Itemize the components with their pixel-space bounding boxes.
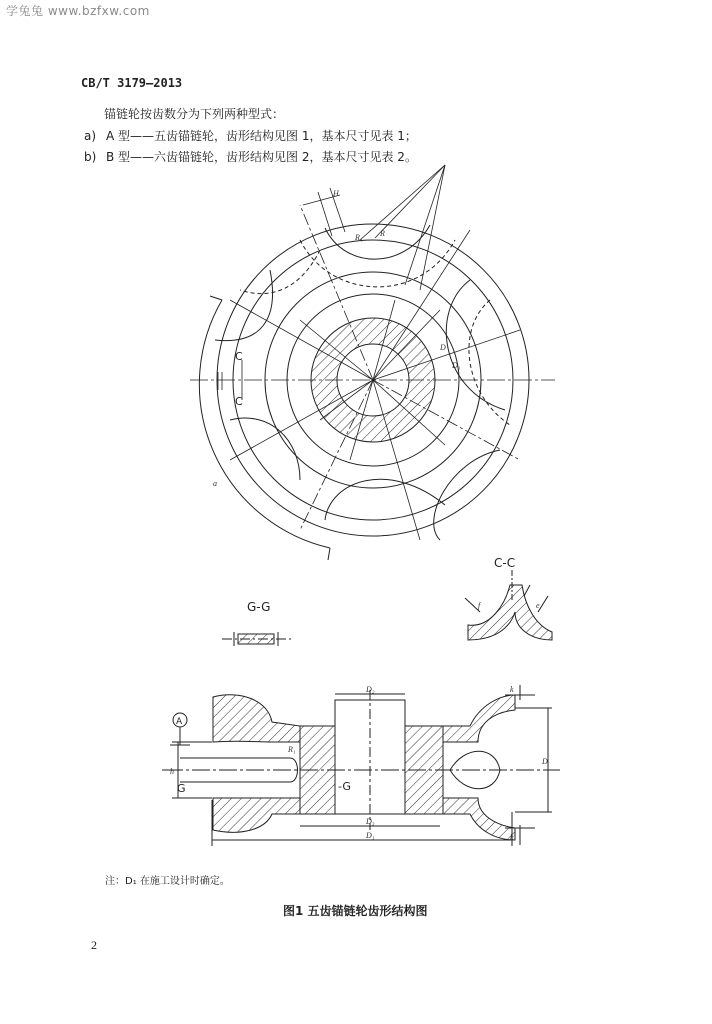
longitudinal-section [162, 685, 560, 846]
label-outer-diameter: D₁ [366, 831, 375, 840]
datum-label: A [176, 717, 183, 727]
label-e: e [536, 601, 540, 610]
label-r-small: R₁ [288, 745, 296, 754]
cut-label-c-lower: C [235, 395, 243, 408]
section-g-g-view [222, 632, 292, 646]
list-item-text: B 型——六齿锚链轮，齿形结构见图 2，基本尺寸见表 2。 [106, 150, 417, 164]
page-number: 2 [91, 938, 97, 952]
label-d1: D₁ [452, 361, 461, 370]
label-k-bottom: k [510, 833, 514, 842]
label-hub-diameter: D₂ [366, 685, 375, 694]
outer-arc [199, 300, 330, 548]
label-k-top: k [510, 685, 514, 694]
list-item-text: A 型——五齿锚链轮，齿形结构见图 1，基本尺寸见表 1； [106, 129, 417, 143]
intro-paragraph: 锚链轮按齿数分为下列两种型式： [104, 107, 285, 121]
label-a: a [213, 479, 217, 488]
standard-code: CB/T 3179—2013 [81, 76, 183, 90]
cut-label-c-upper: C [235, 350, 243, 363]
label-h: H [333, 189, 339, 198]
cut-label-g-left: G [177, 782, 186, 795]
figure-caption: 图1 五齿锚链轮齿形结构图 [283, 904, 428, 918]
label-r: R [380, 229, 385, 238]
label-d-right: D [542, 757, 548, 766]
label-bore-diameter: D₃ [366, 817, 375, 826]
section-c-c-title: C-C [494, 556, 516, 570]
cut-label-g-mid: -G [338, 780, 351, 793]
list-item-tag: a) [84, 129, 97, 143]
label-h-width: h [170, 767, 174, 776]
label-d: D [440, 343, 446, 352]
label-f: f [478, 601, 481, 610]
watermark: 学兔兔 www.bzfxw.com [6, 4, 150, 18]
section-g-g-title: G-G [247, 600, 271, 614]
label-r1: R₁ [355, 233, 363, 242]
note: 注：D₁ 在施工设计时确定。 [105, 876, 230, 887]
section-c-c-view [465, 570, 552, 640]
list-item-tag: b) [84, 150, 97, 164]
